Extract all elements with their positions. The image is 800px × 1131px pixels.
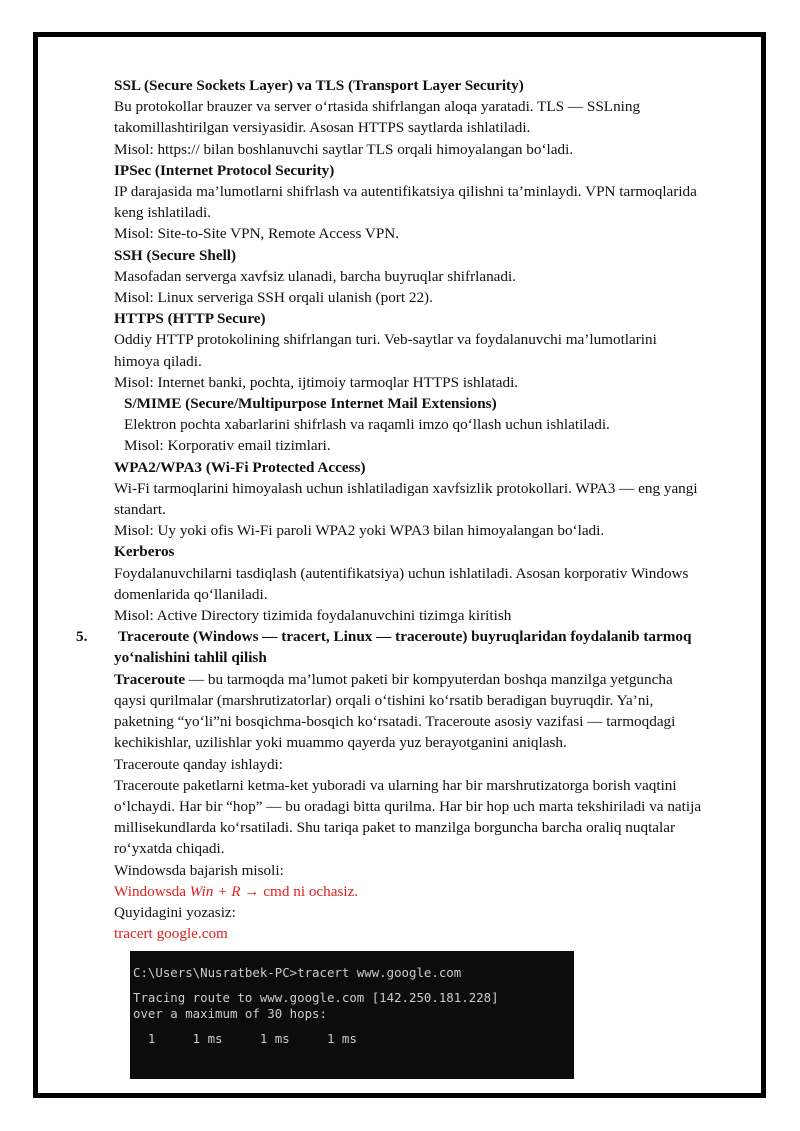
section-heading: WPA2/WPA3 (Wi-Fi Protected Access)	[114, 458, 366, 476]
body-line: standart.	[114, 501, 166, 519]
terminal-output-line: over a maximum of 30 hops:	[133, 1006, 327, 1022]
body-line: Bu protokollar brauzer va server o‘rtasida shifrlangan aloqa yaratadi. TLS — SSLning	[114, 98, 641, 116]
body-line: domenlarida qo‘llaniladi.	[114, 585, 268, 603]
step-text: cmd ni ochasiz.	[263, 882, 359, 900]
traceroute-intro	[114, 669, 744, 754]
body-line: o‘lchaydi. Har bir “hop” — bu oradagi bitta qurilma. Har bir hop uch marta tekshiriladi va natija	[114, 797, 702, 815]
terminal-prompt-line: C:\Users\Nusratbek-PC>tracert www.google.com	[133, 965, 462, 981]
body-line: ro‘yxatda chiqadi.	[114, 840, 225, 858]
body-line: Masofadan serverga xavfsiz ulanadi, barcha buyruqlar shifrlanadi.	[114, 267, 517, 285]
document-body	[76, 75, 744, 1079]
body-line: takomillashtirilgan versiyasidir. Asosan HTTPS saytlarda ishlatiladi.	[114, 119, 531, 137]
numbered-item-5	[76, 626, 744, 668]
section-ssl-tls	[114, 75, 744, 160]
step-text: Windowsda	[114, 882, 190, 900]
section-ipsec	[114, 160, 744, 245]
body-line: qaysi qurilmalar (marshrutizatorlar) orqali o‘tishini ko‘rsatib beradigan buyruqdir. Ya’ni,	[114, 691, 654, 709]
item-title: Traceroute (Windows — tracert, Linux — traceroute) buyruqlaridan foydalanib tarmoq	[118, 628, 692, 646]
arrow-icon: →	[240, 882, 264, 900]
body-line: Misol: Internet banki, pochta, ijtimoiy tarmoqlar HTTPS ishlatadi.	[114, 373, 519, 391]
body-line: Misol: Korporativ email tizimlari.	[124, 437, 331, 455]
section-heading: S/MIME (Secure/Multipurpose Internet Mail Extensions)	[124, 395, 497, 413]
section-smime	[114, 393, 744, 457]
body-line	[114, 669, 744, 690]
section-wpa	[114, 457, 744, 542]
terminal-output-line: Tracing route to www.google.com [142.250.181.228]	[133, 989, 499, 1005]
item-number: 5.	[76, 628, 88, 646]
section-kerberos	[114, 541, 744, 626]
body-line: Oddiy HTTP protokolining shifrlangan turi. Veb-saytlar va foydalanuvchi ma’lumotlarini	[114, 331, 657, 349]
subheading: Windowsda bajarish misoli:	[114, 861, 284, 879]
body-line: Misol: Linux serveriga SSH orqali ulanish (port 22).	[114, 289, 433, 307]
instruction-step	[114, 881, 744, 902]
subheading: Traceroute qanday ishlaydi:	[114, 755, 283, 773]
command-text: tracert google.com	[114, 925, 228, 943]
terminal-screenshot	[130, 951, 574, 1079]
body-line: Misol: Uy yoki ofis Wi-Fi paroli WPA2 yoki WPA3 bilan himoyalangan bo‘ladi.	[114, 522, 605, 540]
instruction-step: Quyidagini yozasiz:	[114, 903, 236, 921]
windows-example	[114, 860, 744, 945]
section-heading: Kerberos	[114, 543, 175, 561]
section-heading: SSH (Secure Shell)	[114, 246, 237, 264]
traceroute-how	[114, 754, 744, 860]
body-line: paketning “yo‘li”ni bosqichma-bosqich ko‘rsatadi. Traceroute asosiy vazifasi — tarmoqdagi	[114, 713, 676, 731]
body-line: himoya qiladi.	[114, 352, 202, 370]
body-line: kechikishlar, uzilishlar yoki muammo qayerda yuz berayotganini aniqlash.	[114, 734, 567, 752]
section-heading: IPSec (Internet Protocol Security)	[114, 161, 335, 179]
body-line: Elektron pochta xabarlarini shifrlash va raqamli imzo qo‘llash uchun ishlatiladi.	[124, 416, 610, 434]
keyboard-shortcut: Win + R	[189, 882, 241, 900]
body-line: Misol: Active Directory tizimida foydalanuvchini tizimga kiritish	[114, 607, 512, 625]
body-line: Misol: Site-to-Site VPN, Remote Access VPN.	[114, 225, 400, 243]
body-line: IP darajasida ma’lumotlarni shifrlash va autentifikatsiya qilishni ta’minlaydi. VPN tarmoqlarida	[114, 183, 697, 201]
body-line: Traceroute paketlarni ketma-ket yuboradi va ularning har bir marshrutizatorga borish vaqtini	[114, 776, 677, 794]
section-ssh	[114, 245, 744, 309]
body-line: millisekundlarda ko‘rsatiladi. Shu tariqa paket to manzilga borguncha barcha oraliq nuqtalar	[114, 819, 676, 837]
terminal-hop-row: 1 1 ms 1 ms 1 ms	[133, 1030, 357, 1046]
term-definition: — bu tarmoqda ma’lumot paketi bir kompyuterdan boshqa manzilga yetguncha	[185, 670, 673, 688]
body-line: Wi-Fi tarmoqlarini himoyalash uchun ishlatiladigan xavfsizlik protokollari. WPA3 — eng yangi	[114, 479, 698, 497]
body-line: Misol: https:// bilan boshlanuvchi saytlar TLS orqali himoyalangan bo‘ladi.	[114, 140, 574, 158]
section-heading: SSL (Secure Sockets Layer) va TLS (Transport Layer Security)	[114, 77, 524, 94]
body-line: keng ishlatiladi.	[114, 204, 212, 222]
item-title: yo‘nalishini tahlil qilish	[114, 649, 267, 667]
section-https	[114, 308, 744, 393]
term-bold: Traceroute	[114, 670, 186, 688]
body-line: Foydalanuvchilarni tasdiqlash (autentifikatsiya) uchun ishlatiladi. Asosan korporativ Windows	[114, 564, 689, 582]
section-heading: HTTPS (HTTP Secure)	[114, 310, 266, 328]
